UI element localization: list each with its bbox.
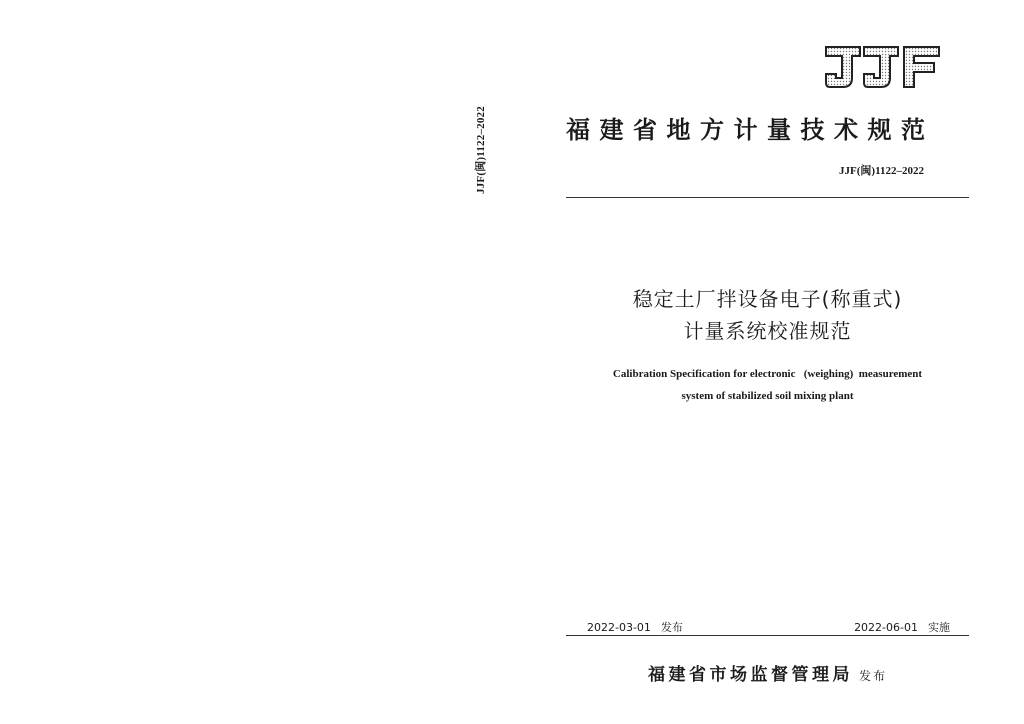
series-title: 福建省地方计量技术规范 (566, 115, 935, 144)
issue-date-block (587, 619, 683, 635)
document-code: JJF(闽)1122–2022 (839, 165, 924, 177)
issue-label: 发布 (660, 621, 683, 634)
english-title-line-1: Calibration Specification for electronic (weighing) measurement (612, 368, 923, 380)
english-title-line-2: system of stabilized soil mixing plant (681, 390, 854, 402)
jjf-logo-graphic (824, 44, 942, 90)
publisher-org: 福建省市场监督管理局 (647, 665, 853, 685)
jjf-logo (824, 44, 942, 90)
effective-date: 2022-06-01 (854, 621, 918, 634)
english-title (566, 363, 969, 407)
publisher (566, 660, 969, 685)
header-divider (566, 197, 969, 198)
spine-code-text: JJF(闽)1122–2022 (475, 106, 487, 194)
issue-date: 2022-03-01 (587, 621, 651, 634)
chinese-title (566, 283, 969, 347)
chinese-title-line-2: 计量系统校准规范 (683, 319, 852, 343)
effective-label: 实施 (928, 621, 950, 634)
footer-divider (566, 635, 969, 636)
spine-code (468, 100, 492, 200)
publisher-action: 发布 (858, 669, 887, 683)
effective-date-block (854, 619, 950, 635)
chinese-title-line-1: 稳定土厂拌设备电子(称重式) (632, 287, 903, 311)
